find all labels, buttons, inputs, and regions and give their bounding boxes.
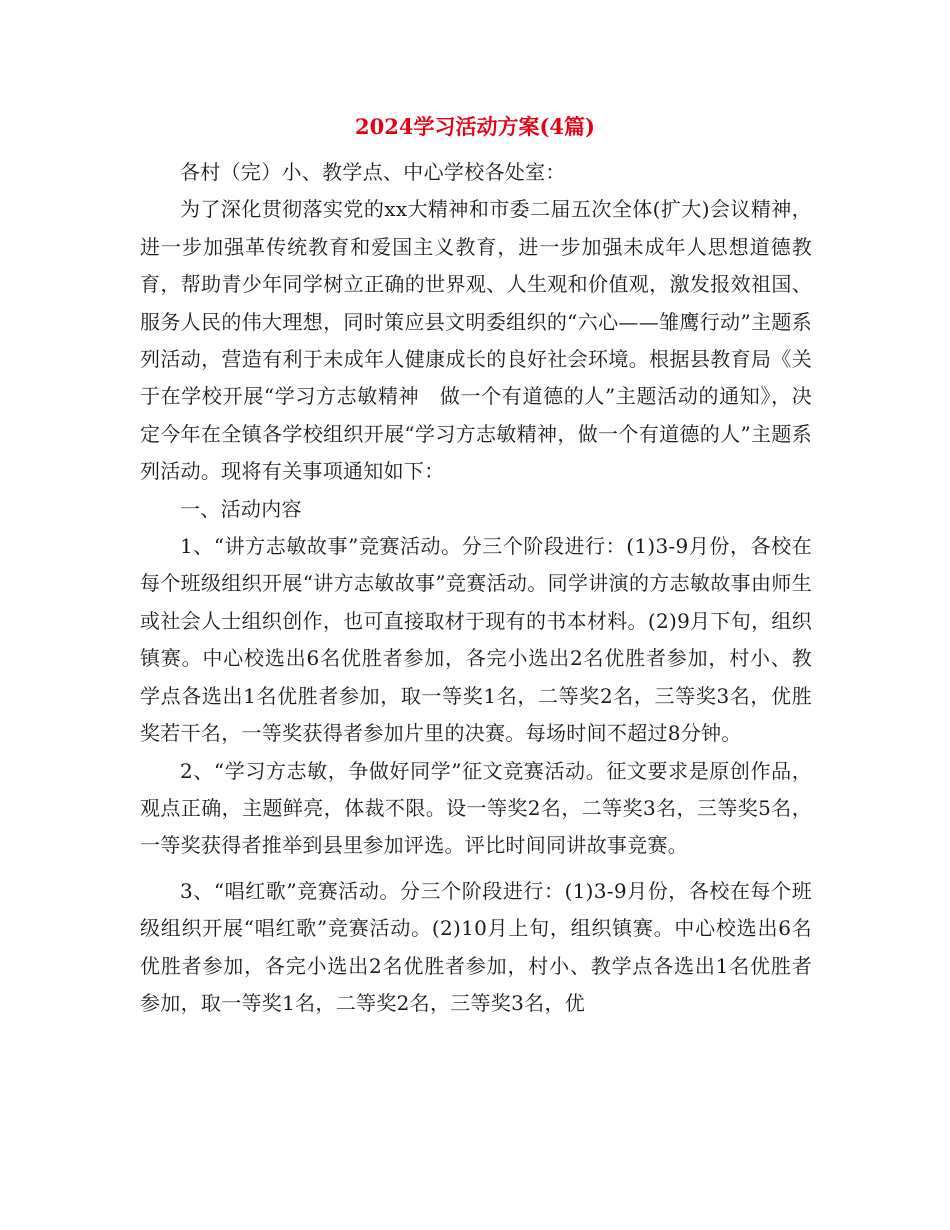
paragraph-intro: 为了深化贯彻落实党的xx大精神和市委二届五次全体(扩大)会议精神，进一步加强革传统教育和爱国主义教育，进一步加强未成年人思想道德教育，帮助青少年同学树立正确的世界观、人生观和价值观，激发报效祖国、服务人民的伟大理想，同时策应县文明委组织的“六心——雏鹰行动”主题系列活动，营造有利于未成年人健康成长的良好社会环境。根据县教育局《关于在学校开展“学习方志敏精神 做一个有道德的人”主题活动的通知》，决定今年在全镇各学校组织开展“学习方志敏精神，做一个有道德的人”主题系列活动。现将有关事项通知如下： (140, 197, 812, 484)
document-body (140, 154, 812, 1022)
paragraph-salutation: 各村（完）小、教学点、中心学校各处室： (180, 160, 566, 184)
document-title: 2024学习活动方案(4篇) (355, 114, 595, 139)
paragraph-item-2: 2、“学习方志敏，争做好同学”征文竞赛活动。征文要求是原创作品，观点正确，主题鲜亮，体裁不限。设一等奖2名，二等奖3名，三等奖5名，一等奖获得者推举到县里参加评选。评比时间同讲故事竞赛。 (140, 758, 812, 858)
paragraph-item-1: 1、“讲方志敏故事”竞赛活动。分三个阶段进行：(1)3-9月份，各校在每个班级组织开展“讲方志敏故事”竞赛活动。同学讲演的方志敏故事由师生或社会人士组织创作，也可直接取材于现有的书本材料。(2)9月下旬，组织镇赛。中心校选出6名优胜者参加，各完小选出2名优胜者参加，村小、教学点各选出1名优胜者参加，取一等奖1名，二等奖2名，三等奖3名，优胜奖若干名，一等奖获得者参加片里的决赛。每场时间不超过8分钟。 (140, 534, 812, 746)
paragraph-item-3: 3、“唱红歌”竞赛活动。分三个阶段进行：(1)3-9月份，各校在每个班级组织开展“唱红歌”竞赛活动。(2)10月上旬，组织镇赛。中心校选出6名优胜者参加，各完小选出2名优胜者参加，村小、教学点各选出1名优胜者参加，取一等奖1名，二等奖2名，三等奖3名，优 (140, 878, 812, 1015)
section-heading-activity-content: 一、活动内容 (180, 496, 302, 521)
